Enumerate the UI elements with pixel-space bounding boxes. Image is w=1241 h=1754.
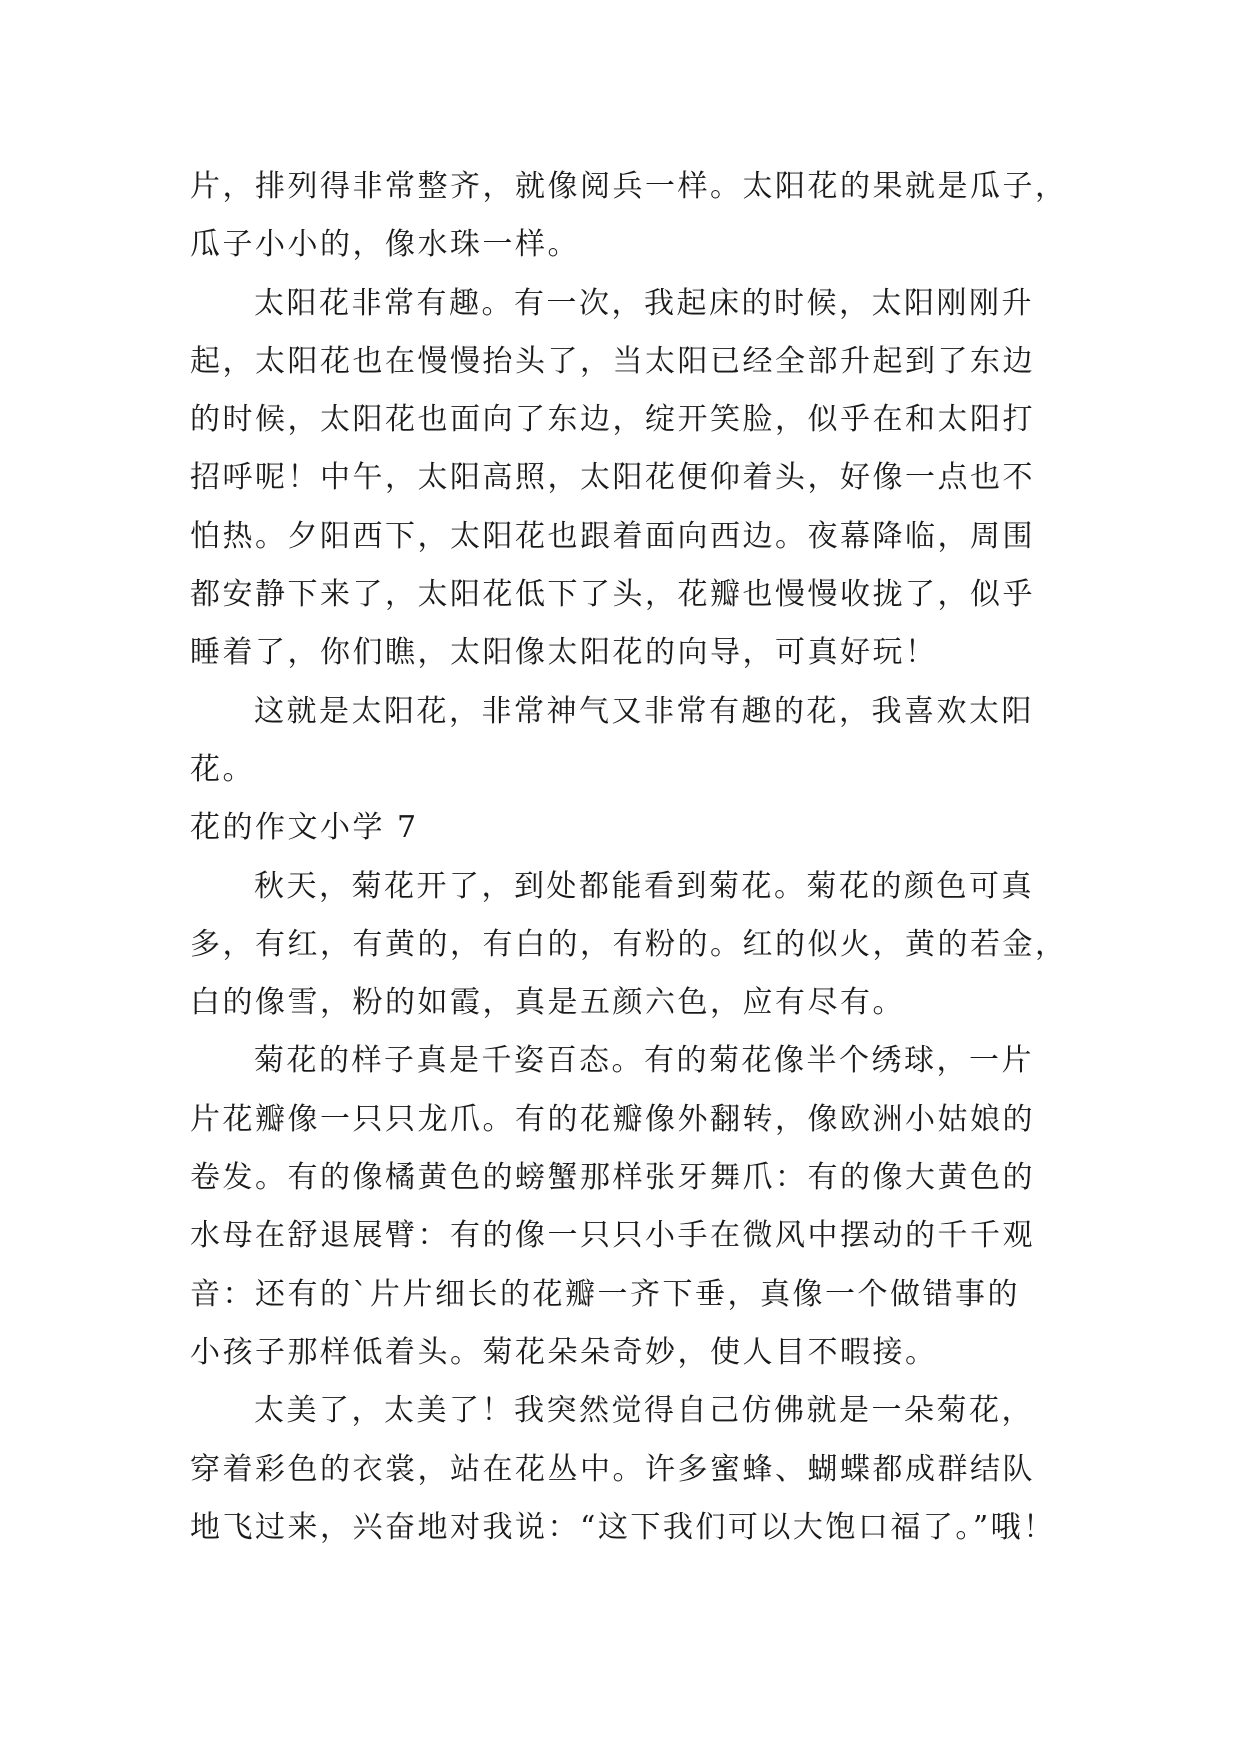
text-line: 瓜子小小的，像水珠一样。: [190, 227, 580, 263]
text-line: 小孩子那样低着头。菊花朵朵奇妙，使人目不暇接。: [190, 1334, 938, 1370]
paragraph-start-line: 菊花的样子真是千姿百态。有的菊花像半个绣球，一片: [254, 1043, 1034, 1079]
text-line: 睡着了，你们瞧，太阳像太阳花的向导，可真好玩！: [190, 635, 938, 671]
text-line: 音：还有的`片片细长的花瓣一齐下垂，真像一个做错事的: [190, 1276, 1020, 1312]
text-line: 水母在舒退展臂：有的像一只只小手在微风中摆动的千千观: [190, 1218, 1035, 1254]
text-line: 片花瓣像一只只龙爪。有的花瓣像外翻转，像欧洲小姑娘的: [190, 1101, 1035, 1137]
paragraph-start-line: 太美了，太美了！我突然觉得自己仿佛就是一朵菊花，: [254, 1393, 1034, 1429]
text-line: 花。: [190, 751, 255, 787]
document-body: [190, 158, 1068, 1557]
paragraph-start-line: 秋天，菊花开了，到处都能看到菊花。菊花的颜色可真: [254, 868, 1034, 904]
text-line: 片，排列得非常整齐，就像阅兵一样。太阳花的果就是瓜子，: [190, 169, 1068, 204]
text-line: 多，有红，有黄的，有白的，有粉的。红的似火，黄的若金，: [190, 926, 1068, 962]
text-line: 卷发。有的像橘黄色的螃蟹那样张牙舞爪：有的像大黄色的: [190, 1160, 1035, 1196]
text-line: 的时候，太阳花也面向了东边，绽开笑脸，似乎在和太阳打: [190, 402, 1035, 438]
paragraph-start-line: 太阳花非常有趣。有一次，我起床的时候，太阳刚刚升: [254, 285, 1034, 321]
section-heading: 花的作文小学 7: [190, 810, 419, 846]
text-line: 都安静下来了，太阳花低下了头，花瓣也慢慢收拢了，似乎: [190, 577, 1035, 613]
text-line: 穿着彩色的衣裳，站在花丛中。许多蜜蜂、蝴蝶都成群结队: [190, 1451, 1035, 1487]
text-line: 招呼呢！中午，太阳高照，太阳花便仰着头，好像一点也不: [190, 460, 1035, 496]
paragraph-start-line: 这就是太阳花，非常神气又非常有趣的花，我喜欢太阳: [254, 693, 1034, 729]
text-line: 地飞过来，兴奋地对我说：“这下我们可以大饱口福了。”哦！: [190, 1509, 1056, 1545]
text-line: 白的像雪，粉的如霞，真是五颜六色，应有尽有。: [190, 985, 905, 1021]
text-line: 怕热。夕阳西下，太阳花也跟着面向西边。夜幕降临，周围: [190, 518, 1035, 554]
text-line: 起，太阳花也在慢慢抬头了，当太阳已经全部升起到了东边: [190, 343, 1035, 379]
